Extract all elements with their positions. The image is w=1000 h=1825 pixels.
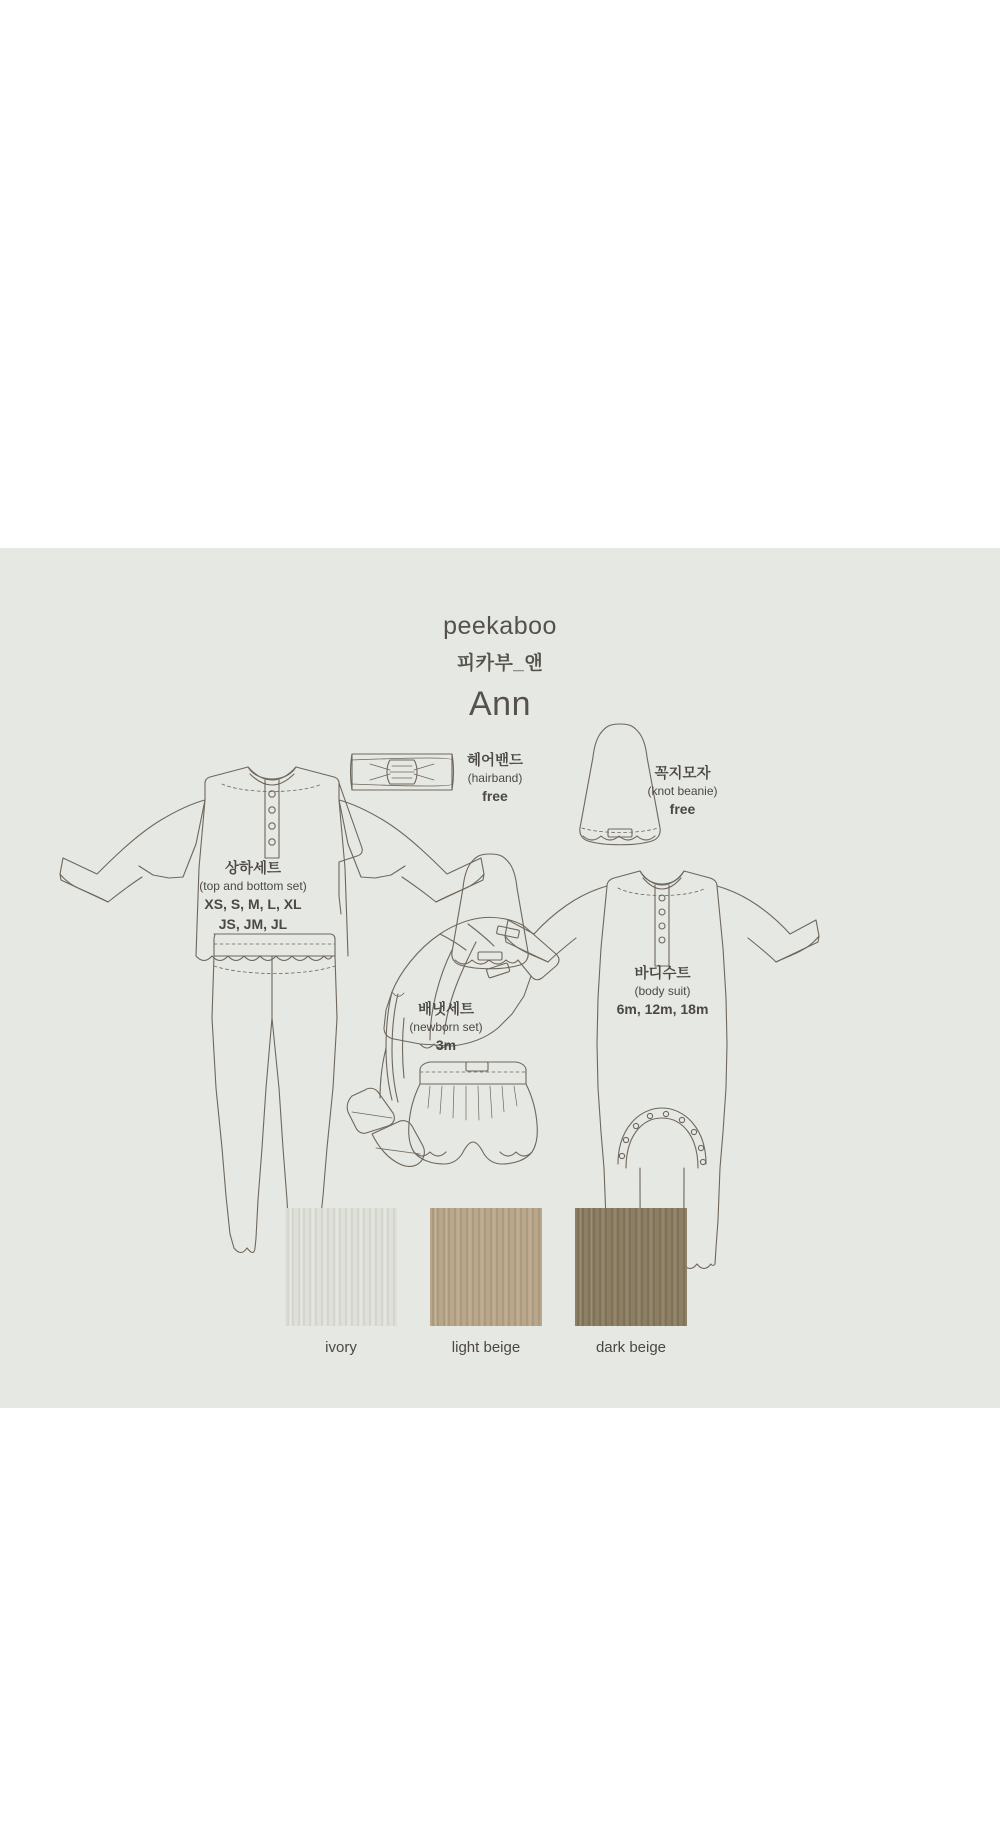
label-en: (hairband): [467, 770, 523, 785]
label-sizes-line1: 3m: [435, 1036, 457, 1053]
label-en: (top and bottom set): [199, 878, 307, 893]
label-sizes-line1: XS, S, M, L, XL: [204, 895, 302, 912]
swatch-chip: [575, 1208, 687, 1326]
color-swatches: [285, 1208, 715, 1378]
label-knot-beanie: [600, 765, 765, 819]
label-sizes-line2: JS, JM, JL: [218, 915, 288, 932]
fabric-texture: [285, 1208, 397, 1326]
label-en: (newborn set): [409, 1019, 483, 1034]
label-newborn-set: [368, 1001, 524, 1055]
brand-name: peekaboo: [443, 612, 557, 640]
fabric-texture: [430, 1208, 542, 1326]
label-kr: 헤어밴드: [466, 753, 524, 769]
label-body-suit: [560, 965, 765, 1019]
swatch-dark-beige[interactable]: [575, 1208, 687, 1356]
label-kr: 꼭지모자: [654, 766, 711, 782]
swatch-label: ivory: [325, 1339, 357, 1356]
label-kr: 배냇세트: [417, 1002, 475, 1018]
label-hairband: [410, 752, 580, 806]
label-kr: 바디수트: [634, 966, 691, 982]
swatch-chip: [285, 1208, 397, 1326]
label-sizes-line1: free: [669, 800, 696, 817]
page-title: Ann: [469, 685, 531, 723]
label-en: (body suit): [634, 983, 691, 998]
swatch-label: light beige: [451, 1339, 521, 1356]
label-sizes-line1: free: [482, 787, 508, 804]
brand-header: [0, 612, 1000, 724]
swatch-label: dark beige: [595, 1339, 667, 1356]
swatch-ivory[interactable]: [285, 1208, 397, 1356]
brand-name-korean: 피카부_앤: [456, 653, 544, 674]
label-en: (knot beanie): [647, 783, 718, 798]
swatch-chip: [430, 1208, 542, 1326]
swatch-light-beige[interactable]: [430, 1208, 542, 1356]
label-top-and-bottom-set: [158, 860, 348, 934]
fabric-texture: [575, 1208, 687, 1326]
label-sizes-line1: 6m, 12m, 18m: [616, 1000, 709, 1017]
label-kr: 상하세트: [224, 861, 282, 877]
